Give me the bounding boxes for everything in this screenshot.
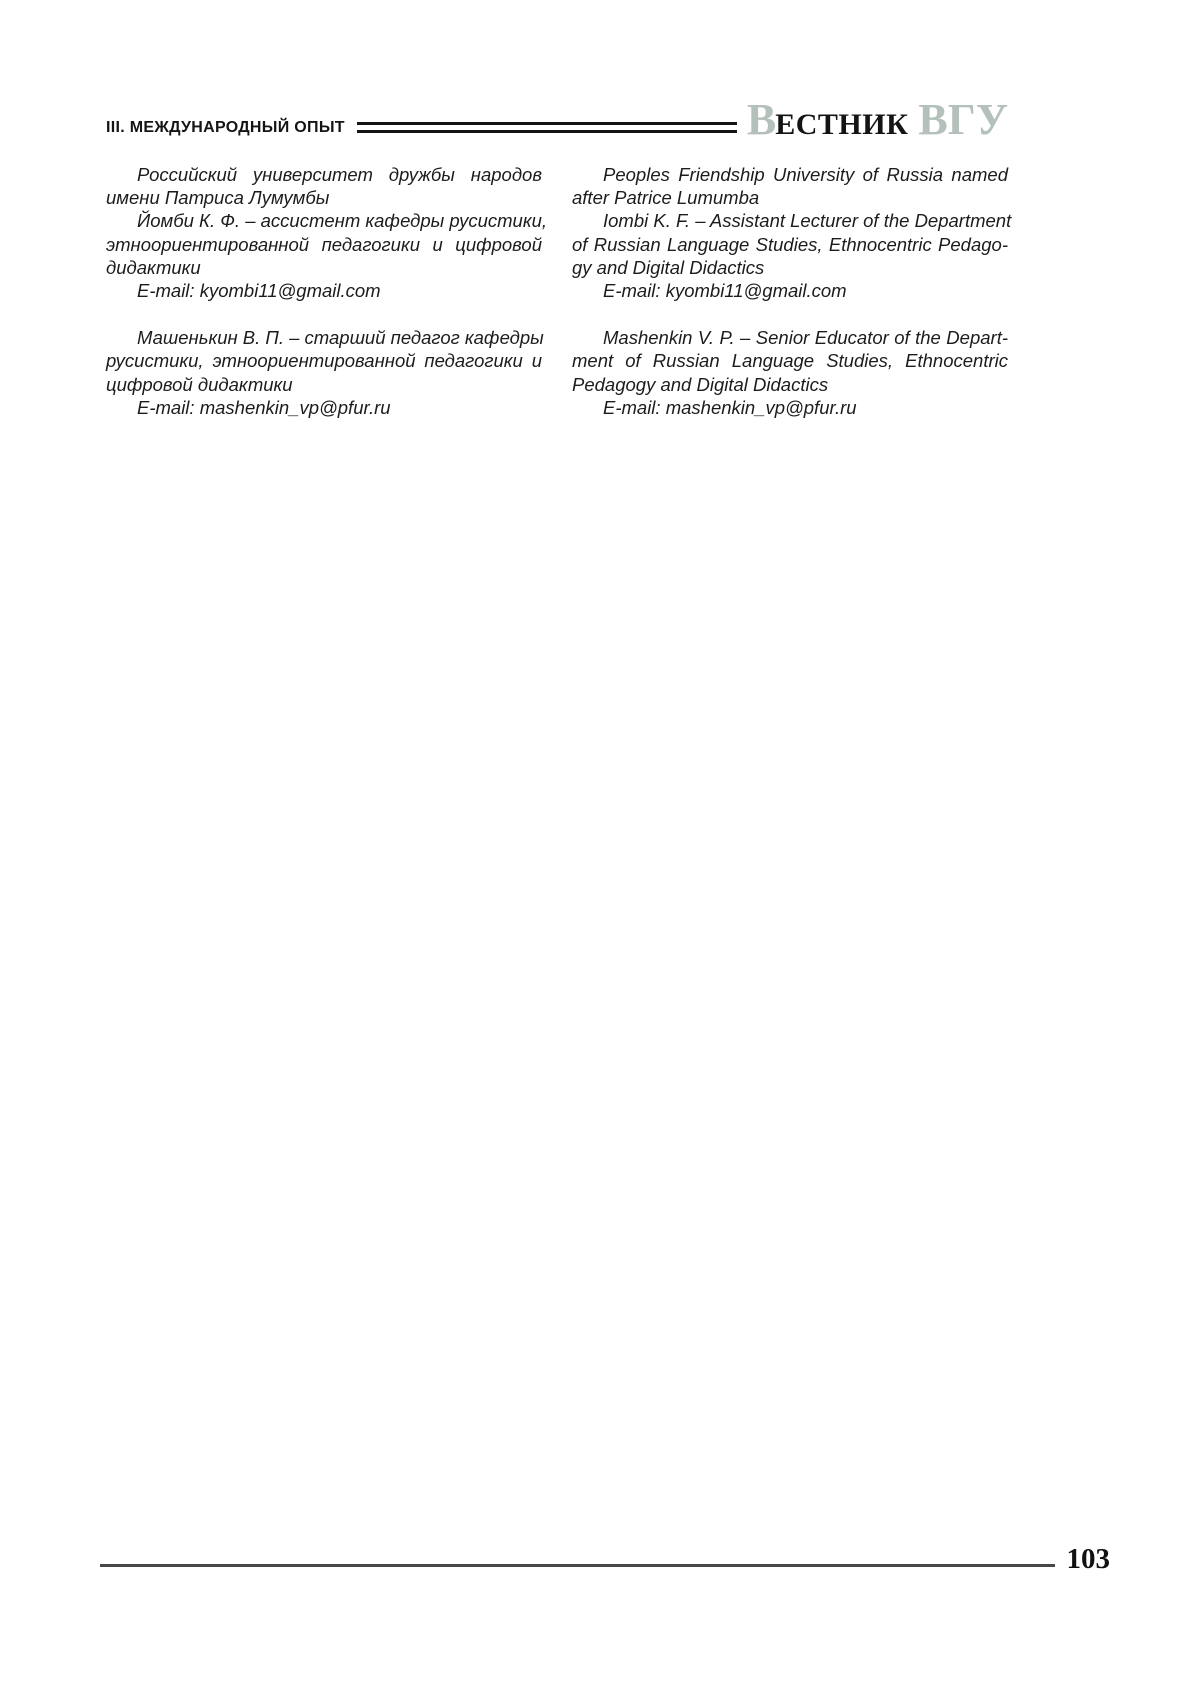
text-line: Российский университет дружбы народов <box>137 164 542 185</box>
text-line: Iombi K. F. – Assistant Lecturer of the Department <box>603 210 1012 232</box>
text-line: Pedagogy and Digital Didactics <box>572 373 829 395</box>
page-header <box>106 95 1008 144</box>
text-line: E-mail: kyombi11@gmail.com <box>137 280 381 302</box>
text-line: gy and Digital Didactics <box>572 256 765 278</box>
author-info-block-en-2 <box>572 326 1008 419</box>
column-russian <box>106 163 548 419</box>
text-line: русистики, этноориентированной педагогики и <box>106 350 542 372</box>
text-line: of Russian Language Studies, Ethnocentric Pedago- <box>572 233 1008 255</box>
text-line: имени Патриса Лумумбы <box>106 187 330 209</box>
logo-body: ЕСТНИК <box>775 108 909 141</box>
text-line: этноориентированной педагогики и цифровой <box>106 233 542 255</box>
text-line: цифровой дидактики <box>106 373 293 395</box>
text-line: E-mail: mashenkin_vp@pfur.ru <box>137 396 391 418</box>
text-line: Машенькин В. П. – старший педагог кафедры <box>137 327 544 349</box>
journal-logo <box>746 95 1008 144</box>
text-line: E-mail: kyombi11@gmail.com <box>603 280 847 302</box>
page-footer <box>100 1545 1110 1574</box>
author-info-block-ru-1 <box>106 163 548 302</box>
column-english <box>572 163 1012 419</box>
text-line: ment of Russian Language Studies, Ethnocentric <box>572 350 1008 372</box>
author-info-block-en-1 <box>572 163 1012 302</box>
author-info-block-ru-2 <box>106 326 542 419</box>
logo-suffix: ВГУ <box>918 95 1008 144</box>
page-number: 103 <box>1066 1543 1110 1575</box>
footer-rule <box>100 1564 1055 1567</box>
page-body <box>106 163 1012 419</box>
section-title: III. МЕЖДУНАРОДНЫЙ ОПЫТ <box>106 119 345 136</box>
logo-initial: В <box>746 95 776 144</box>
text-line: after Patrice Lumumba <box>572 187 760 209</box>
text-line: дидактики <box>106 256 201 278</box>
text-line: Mashenkin V. P. – Senior Educator of the Depart- <box>603 327 1008 349</box>
text-line: E-mail: mashenkin_vp@pfur.ru <box>603 396 857 418</box>
text-line: Peoples Friendship University of Russia named <box>603 164 1008 185</box>
text-line: Йомби К. Ф. – ассистент кафедры русистики, <box>137 210 548 232</box>
header-rule <box>357 122 737 133</box>
